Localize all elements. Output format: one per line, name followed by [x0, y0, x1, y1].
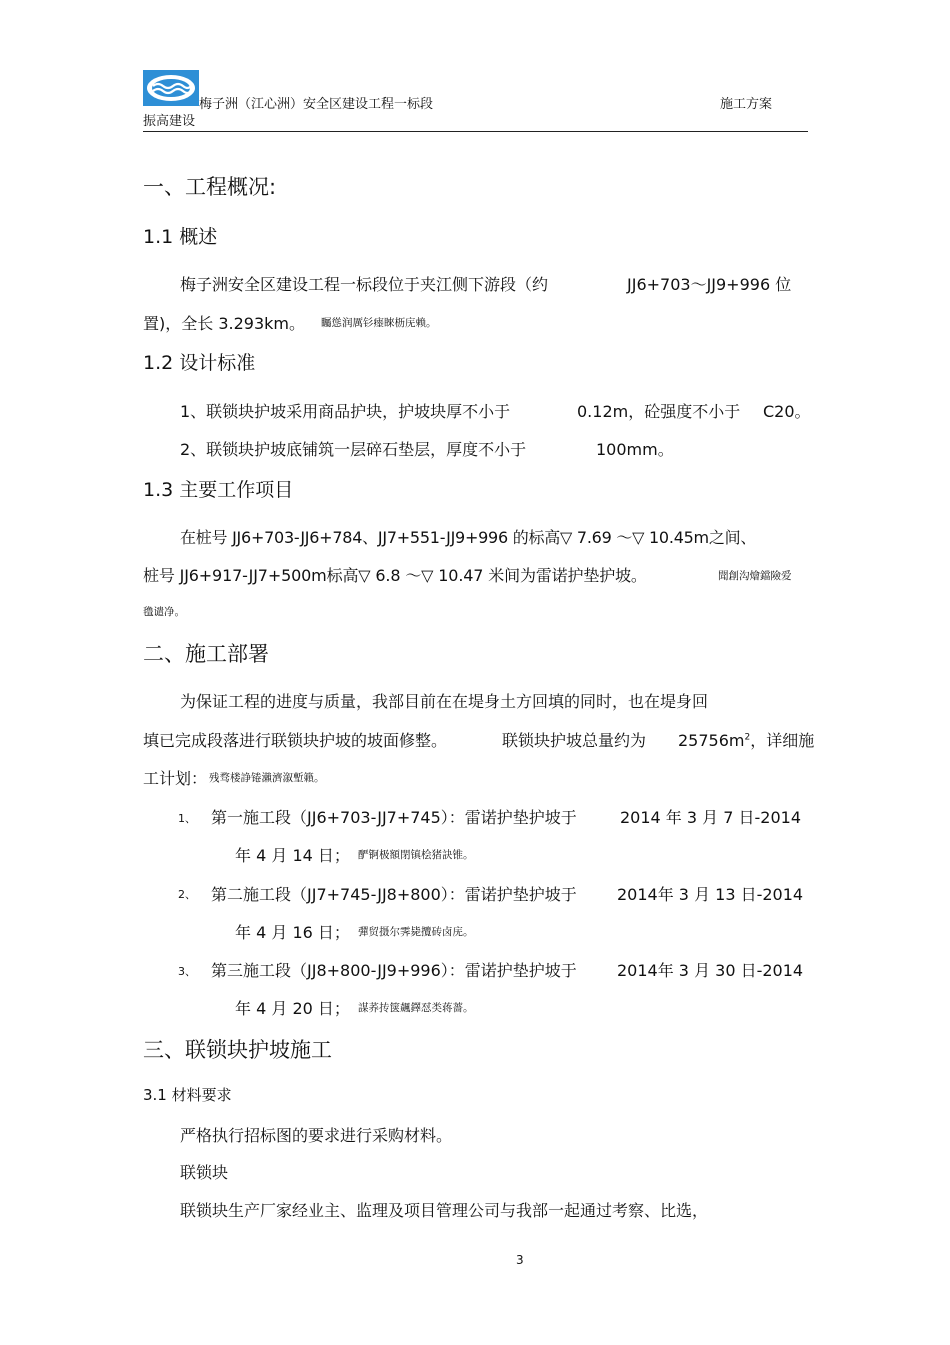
section-1-3-title: 1.3 主要工作项目: [143, 479, 294, 501]
stage-3-noise: 謀荞抟箧飆鐸怼类蒋薔。: [358, 1002, 474, 1014]
standard-1-grade: C20。: [763, 402, 811, 421]
stage-2-date: 2014年 3 月 13 日-2014: [617, 885, 804, 904]
stage-1-date: 2014 年 3 月 7 日-2014: [620, 808, 802, 827]
work-items-noise-2: 氇谴净。: [143, 606, 185, 618]
stage-2-continuation: 年 4 月 16 日；: [235, 923, 350, 942]
stage-3-date: 2014年 3 月 30 日-2014: [617, 961, 804, 980]
stage-1-continuation: 年 4 月 14 日；: [235, 846, 350, 865]
deployment-text-2: 填已完成段落进行联锁块护坡的坡面修整。: [143, 731, 448, 750]
stage-2-number: 2、: [178, 888, 196, 901]
material-text-2: 联锁块: [180, 1163, 229, 1182]
stage-3-continuation: 年 4 月 20 日；: [235, 999, 350, 1018]
stage-1-text: 第一施工段（JJ6+703-JJ7+745）：雷诺护垫护坡于: [211, 808, 577, 827]
page-number: 3: [516, 1253, 524, 1267]
header-doc-type: 施工方案: [720, 97, 773, 112]
overview-text-1-range: JJ6+703～JJ9+996 位: [627, 275, 792, 294]
stage-2-noise: 彈贸摄尔霁毙攬砖卤庑。: [358, 926, 474, 938]
stage-3-text: 第三施工段（JJ8+800-JJ9+996）：雷诺护垫护坡于: [211, 961, 577, 980]
header-rule: [143, 131, 808, 132]
section-1-title: 一、工程概况:: [143, 175, 277, 199]
section-3-1-title: 3.1 材料要求: [143, 1086, 232, 1104]
deployment-text-1: 为保证工程的进度与质量，我部目前在在堤身土方回填的同时，也在堤身回: [180, 692, 709, 711]
deployment-total-value: $25756m^2$，详细施: [678, 731, 815, 750]
work-items-2: 桩号 JJ6+917-JJ7+500m标高▽ 6.8 ～▽ 10.47 米间为雷诺护垫护坡。: [143, 566, 647, 585]
standard-1: 1、联锁块护坡采用商品护块，护坡块厚不小于: [180, 402, 511, 421]
material-text-1: 严格执行招标图的要求进行采购材料。: [180, 1126, 453, 1145]
stage-2-text: 第二施工段（JJ7+745-JJ8+800）：雷诺护垫护坡于: [211, 885, 577, 904]
stage-1-noise: 酽锕极額閉镇桧猪訣锥。: [358, 849, 474, 861]
header-project: 梅子洲（江心洲）安全区建设工程一标段: [199, 97, 434, 112]
standard-1-thickness: 0.12m，砼强度不小于: [577, 402, 741, 421]
overview-text-2: 置)，全长 3.293km。: [143, 314, 305, 333]
overview-text-1: 梅子洲安全区建设工程一标段位于夹江侧下游段（约: [180, 275, 549, 294]
deployment-total-label: 联锁块护坡总量约为: [502, 731, 647, 750]
standard-2: 2、联锁块护坡底铺筑一层碎石垫层，厚度不小于: [180, 440, 527, 459]
section-3-title: 三、联锁块护坡施工: [143, 1038, 332, 1062]
header-company: 振高建设: [143, 114, 196, 129]
stage-3-number: 3、: [178, 965, 196, 978]
work-items-1: 在桩号 JJ6+703-JJ6+784、JJ7+551-JJ9+996 的标高▽ 7.69 ～▽ 10.45m之间、: [180, 528, 757, 547]
section-1-2-title: 1.2 设计标准: [143, 352, 256, 374]
deployment-text-3: 工计划：: [143, 769, 208, 788]
section-2-title: 二、施工部署: [143, 642, 269, 666]
material-text-3: 联锁块生产厂家经业主、监理及项目管理公司与我部一起通过考察、比选，: [180, 1201, 709, 1220]
work-items-noise: 聞創沟燴鐺險爱: [718, 570, 792, 582]
overview-noise: 矚慫润厲钐瘗睞枥庑赖。: [321, 317, 437, 329]
deployment-noise: 残骛楼諍锩瀨濟溆塹籟。: [209, 772, 325, 784]
standard-2-value: 100mm。: [596, 440, 674, 459]
company-logo: [143, 70, 199, 106]
stage-1-number: 1、: [178, 812, 196, 825]
section-1-1-title: 1.1 概述: [143, 226, 218, 248]
